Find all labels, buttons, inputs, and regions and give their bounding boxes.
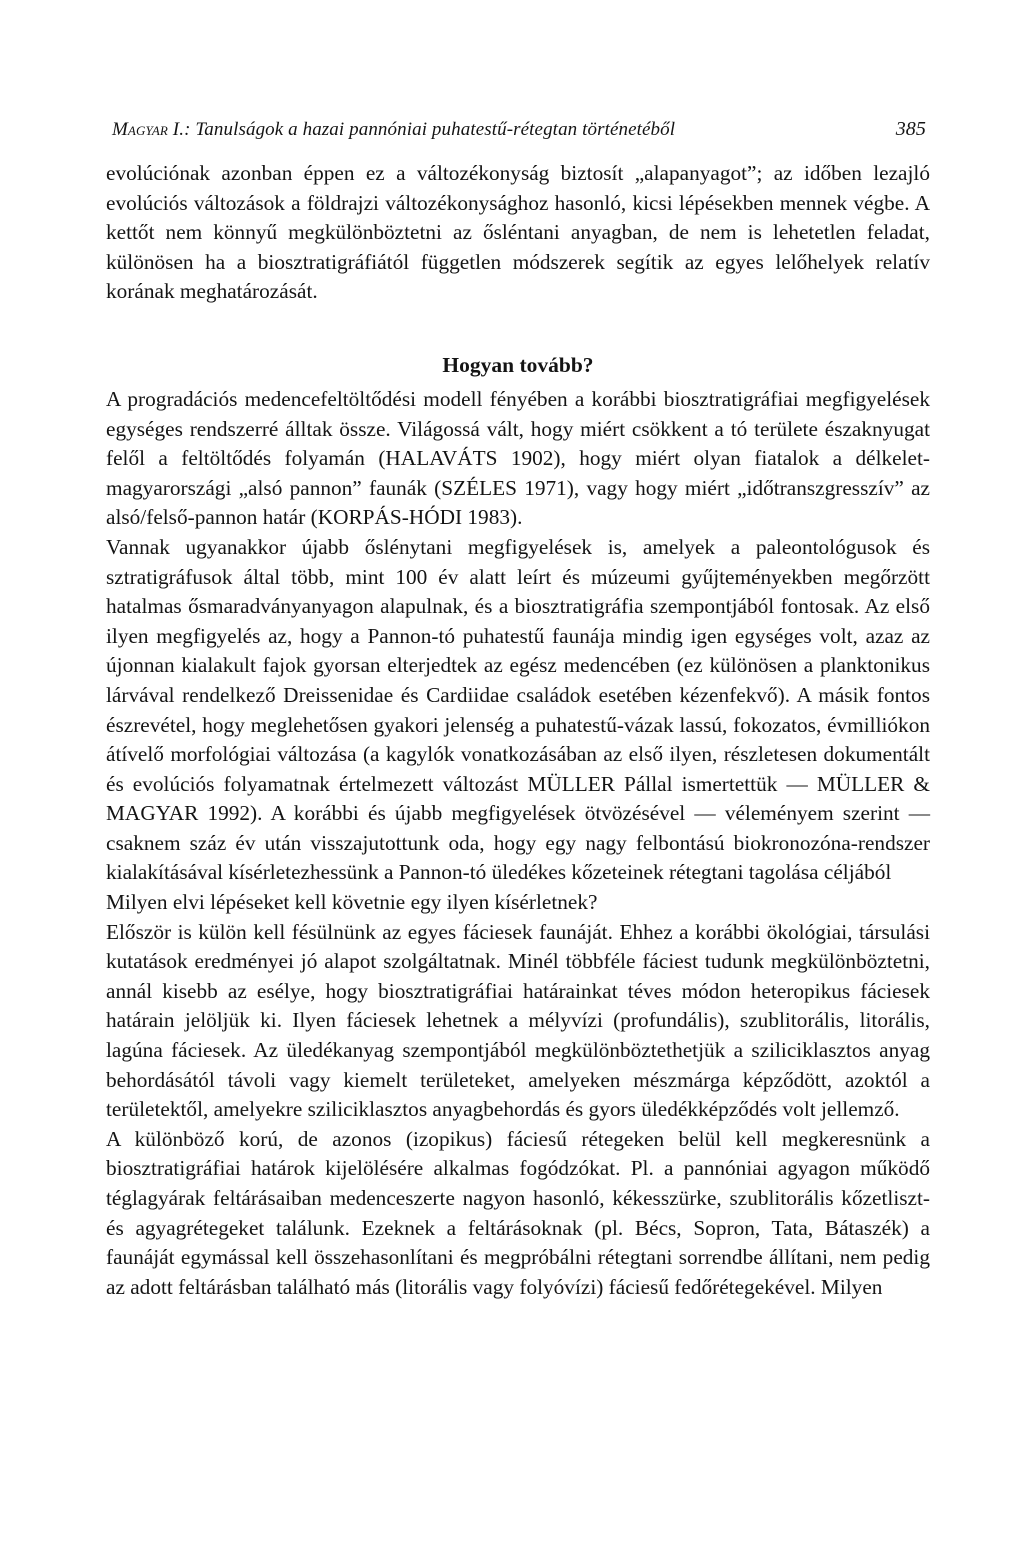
paragraph-2: A progradációs medencefeltöltődési modell fényében a korábbi biosztratigráfiai megfigyelések egységes rendszerré álltak össze. Világossá vált, hogy miért csökkent a tó területe északnyugat felől a feltöltődés folyamán (HALAVÁTS 1902), hogy miért olyan fiatalok a délkelet-magyarországi „alsó pannon” faunák (SZÉLES 1971), vagy hogy miért „időtranszgresszív” az alsó/felső-pannon határ (KORPÁS-HÓDI 1983).	[106, 386, 930, 530]
paragraph-1: evolúciónak azonban éppen ez a változékonyság biztosít „alapanyagot”; az időben lezajló evolúciós változások a földrajzi változékonysághoz hasonló, kicsi lépésekben mennek végbe. A kettőt nem könnyű megkülönböztetni az ősléntani anyagban, de nem is lehetetlen feladat, különösen ha a biosztratigráfiától független módszerek segítik az egyes lelőhelyek relatív korának meghatározását.	[106, 161, 930, 304]
paragraph-3: Vannak ugyanakkor újabb őslénytani megfigyelések is, amelyek a paleontológusok és sztratigráfusok által több, mint 100 év alatt leírt és múzeumi gyűjteményekben megőrzött hatalmas ősmaradványanyagon alapulnak, és a biosztratigráfia szempontjából fontosak. Az első ilyen megfigyelés az, hogy a Pannon-tó puhatestű faunája mindig igen egységes volt, azaz az újonnan kialakult fajok gyorsan elterjedtek az egész medencében (ez különösen a planktonikus lárvával rendelkező Dreissenidae és Cardiidae családok esetében kézenfekvő). A másik fontos észrevétel, hogy meglehetősen gyakori jelenség a puhatestű-vázak lassú, fokozatos, évmilliókon átívelő morfológiai változása (a kagylók vonatkozásában az első ilyen, részletesen dokumentált és evolúciós folyamatnak értelmezett változást MÜLLER Pállal ismertettük — MÜLLER & MAGYAR 1992). A korábbi és újabb megfigyelések ötvözésével — véleményem szerint — csaknem száz év után visszajutottunk oda, hogy egy nagy felbontású biokronozóna-rendszer kialakításával kísérletezhessünk a Pannon-tó üledékes kőzeteinek rétegtani tagolása céljából	[106, 534, 930, 885]
running-head-title	[106, 119, 675, 141]
page-number: 385	[895, 118, 926, 140]
paragraph-6: A különböző korú, de azonos (izopikus) fáciesű rétegeken belül kell megkeresnünk a biosztratigráfiai határok kijelölésére alkalmas fogódzókat. Pl. a pannóniai agyagon működő téglagyárak feltárásaiban medenceszerte nagyon hasonló, kékesszürke, szublitorális kőzetliszt- és agyagrétegeket találunk. Ezeknek a feltárásoknak (pl. Bécs, Sopron, Tata, Bátaszék) a faunáját egymással kell összehasonlítani és megpróbálni rétegtani sorrendbe állítani, nem pedig az adott feltárásban található más (litorális vagy folyóvízi) fáciesű fedőrétegekével. Milyen	[106, 1126, 930, 1299]
article-title: Tanulságok a hazai pannóniai puhatestű-rétegtan történetéből	[195, 119, 676, 140]
page	[106, 118, 930, 1302]
paragraph-5: Először is külön kell fésülnünk az egyes fáciesek faunáját. Ehhez a korábbi ökológiai, társulási kutatások eredményei jó alapot szolgáltatnak. Minél többféle fáciest tudunk megkülönböztetni, annál kisebb az esélye, hogy biosztratigráfiai határainkat téves módon heteropikus fáciesek határain jelöljük ki. Ilyen fáciesek lehetnek a mélyvízi (profundális), szublitorális, litorális, lagúna fáciesek. Az üledékanyag szempontjából megkülönböztethetjük a sziliciklasztos anyag behordásától távoli vagy kiemelt területeket, amelyeken mészmárga képződött, azoktól a területektől, amelyekre sziliciklasztos anyagbehordás és gyors üledékképződés volt jellemző.	[106, 919, 930, 1122]
section-heading: Hogyan tovább?	[442, 352, 594, 377]
running-head	[106, 118, 930, 141]
author-name: Magyar I.:	[112, 119, 191, 140]
paragraph-4: Milyen elvi lépéseket kell követnie egy ilyen kísérletnek?	[106, 890, 598, 915]
